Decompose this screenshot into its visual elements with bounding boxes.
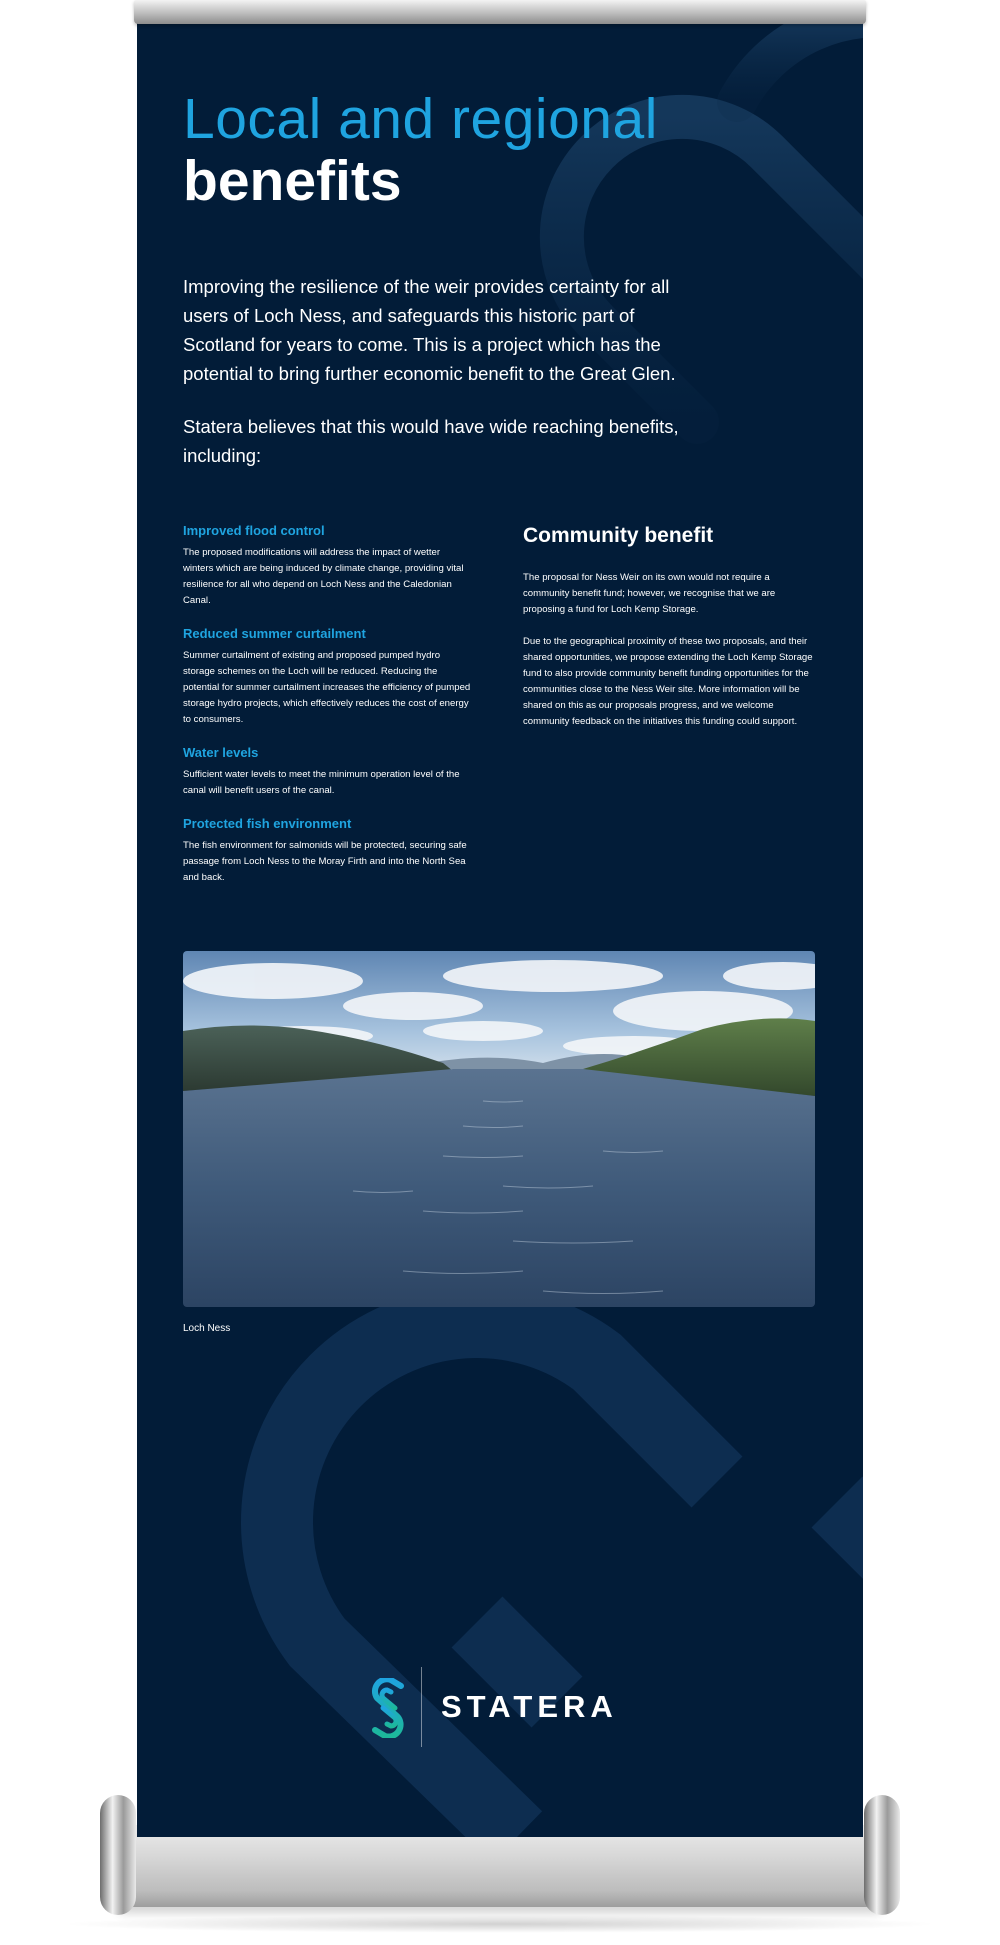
banner-title: [183, 88, 658, 212]
right-foot: [864, 1795, 900, 1915]
floor-shadow: [60, 1915, 940, 1933]
logo-wordmark: STATERA: [441, 1689, 618, 1724]
community-benefit-section: [523, 522, 813, 746]
intro-paragraph-2: Statera believes that this would have wide reaching benefits, including:: [183, 416, 679, 466]
community-paragraph-1: The proposal for Ness Weir on its own would not require a community benefit fund; however, we recognise that we are proposing a fund for Loch Kemp Storage.: [523, 572, 776, 615]
benefit-text: The fish environment for salmonids will be protected, securing safe passage from Loch Ness to the Moray Firth and into the North Sea and back.: [183, 840, 467, 883]
base-housing: [118, 1825, 882, 1907]
logo-divider: [421, 1667, 422, 1747]
benefit-item-flood-control: [183, 522, 473, 609]
photo-caption: Loch Ness: [183, 1323, 231, 1334]
title-line-2: benefits: [183, 149, 402, 213]
benefit-item-water-levels: [183, 744, 473, 799]
benefit-item-fish-environment: [183, 815, 473, 886]
statera-logo: [369, 1667, 669, 1747]
benefit-item-summer-curtailment: [183, 625, 473, 728]
benefit-text: The proposed modifications will address the impact of wetter winters which are being induced by climate change, providing vital resilience for all who depend on Loch Ness and the Caledonian Canal.: [183, 547, 464, 606]
statera-s-icon: [369, 1678, 409, 1738]
motif-bottom-left: [277, 1322, 863, 1837]
benefit-title: Reduced summer curtailment: [183, 626, 366, 641]
loch-ness-landscape-image: [183, 951, 815, 1307]
benefit-title: Improved flood control: [183, 523, 325, 538]
intro-paragraph-1: Improving the resilience of the weir provides certainty for all users of Loch Ness, and safeguards this historic part of Scotland for years to come. This is a project which has the potential to bring further economic benefit to the Great Glen.: [183, 276, 676, 384]
intro-text: [183, 272, 693, 494]
community-benefit-title: Community benefit: [523, 524, 714, 547]
left-foot: [100, 1795, 136, 1915]
benefit-title: Protected fish environment: [183, 816, 352, 831]
loch-ness-photo: [183, 951, 815, 1307]
benefits-list: [183, 522, 473, 902]
banner-panel: [137, 22, 863, 1837]
banner-top-rail: [134, 0, 866, 24]
title-line-1: Local and regional: [183, 87, 658, 151]
community-paragraph-2: Due to the geographical proximity of these two proposals, and their shared opportunities, we propose extending the Loch Kemp Storage fund to also provide community benefit funding opportunities for the communities close to the Ness Weir site. More information will be shared on this as our proposals progress, and we welcome community feedback on the initiatives this funding could support.: [523, 636, 813, 727]
benefit-text: Summer curtailment of existing and proposed pumped hydro storage schemes on the Loch will be reduced. Reducing the potential for summer curtailment increases the efficiency of pumped storage hydro projects, which effectively reduces the cost of energy to consumers.: [183, 650, 471, 725]
benefit-title: Water levels: [183, 745, 259, 760]
benefit-text: Sufficient water levels to meet the minimum operation level of the canal will benefit users of the canal.: [183, 769, 460, 796]
